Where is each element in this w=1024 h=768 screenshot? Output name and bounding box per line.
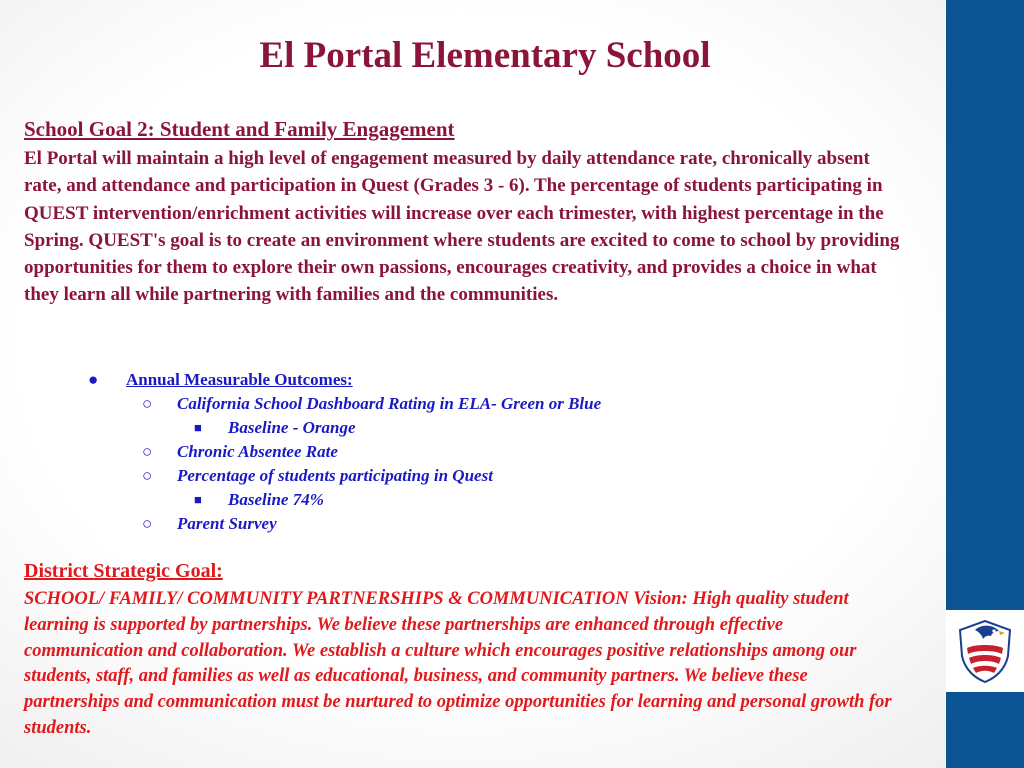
- logo: [946, 610, 1024, 692]
- outcome-sub-text: Baseline - Orange: [228, 418, 356, 437]
- bullet-disc-icon: ●: [88, 370, 99, 389]
- outcome-item-text: California School Dashboard Rating in ELA- Green or Blue: [177, 394, 602, 413]
- outcome-sub-text: Baseline 74%: [228, 490, 324, 509]
- bullet-circle-icon: ○: [142, 466, 153, 485]
- goal-heading: School Goal 2: Student and Family Engagement: [24, 117, 455, 141]
- bullet-square-icon: ■: [194, 492, 202, 507]
- page-title: El Portal Elementary School: [259, 35, 711, 76]
- bullet-circle-icon: ○: [142, 442, 153, 461]
- district-goal-heading: District Strategic Goal:: [24, 560, 223, 582]
- district-goal-body: SCHOOL/ FAMILY/ COMMUNITY PARTNERSHIPS & COMMUNICATION Vision: High quality student learning is supported by partnerships. We believe these partnerships are enhanced through effective communication and collaboration. We establish a culture which encourages positive relationships among our students, staff, and families as well as educational, business, and community partners. We believe these partnerships and communication must be nurtured to optimize opportunities for learning and personal growth for students.: [24, 589, 892, 738]
- goal-body: El Portal will maintain a high level of engagement measured by daily attendance rate, chronically absent rate, and attendance and participation in Quest (Grades 3 - 6). The percentage of students participating in QUEST intervention/enrichment activities will increase over each trimester, with highest percentage in the Spring. QUEST's goal is to create an environment where students are excited to come to school by providing opportunities for them to explore their own passions, encourages creativity, and provides a choice in what they learn all while partnering with families and the communities.: [24, 148, 900, 306]
- outcomes-heading: Annual Measurable Outcomes:: [126, 370, 353, 389]
- outcome-item-text: Chronic Absentee Rate: [177, 442, 338, 461]
- outcome-item-text: Parent Survey: [177, 514, 277, 533]
- bullet-circle-icon: ○: [142, 394, 153, 413]
- outcome-item-text: Percentage of students participating in Quest: [177, 466, 493, 485]
- eagle-shield-icon: [955, 618, 1015, 684]
- bullet-circle-icon: ○: [142, 514, 153, 533]
- bullet-square-icon: ■: [194, 420, 202, 435]
